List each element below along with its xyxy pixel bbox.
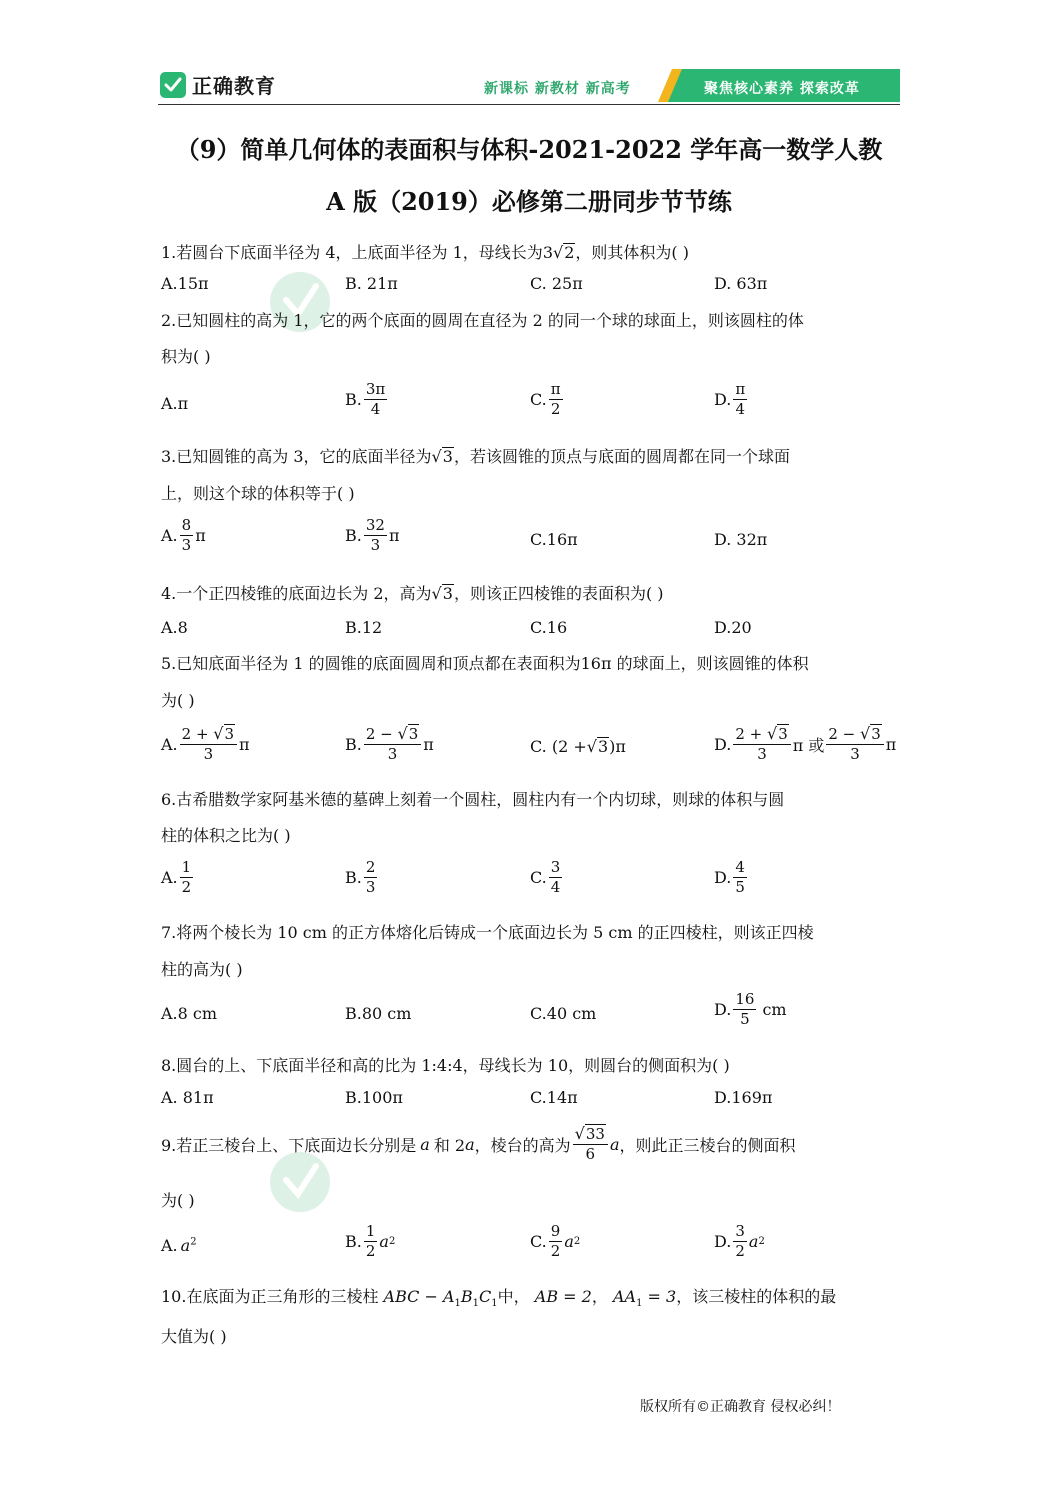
q1-option-d: D. 63π (714, 274, 768, 293)
question-10-line2: 大值为( ) (161, 1327, 227, 1346)
q9-option-a: A. $a^2$ (161, 1236, 197, 1255)
question-10: 10.在底面为正三角形的三棱柱 ABC − $A_1B_1C_1$中， AB = 2， $AA_1 = 3$，该三棱柱的体积的最 (161, 1287, 837, 1310)
question-5-line1: 5.已知底面半径为 1 的圆锥的底面圆周和顶点都在表面积为16π 的球面上，则该圆锥的体积 (161, 654, 809, 673)
q5-option-d: D. 2 + √ 3 3 π 或 2 − √ 3 3 π (714, 724, 897, 763)
q2-option-a: A.π (161, 394, 189, 413)
q9-option-c: C. $\frac{9}{2}$ a 2 (530, 1222, 581, 1260)
q7-option-c: C.40 cm (530, 1004, 597, 1023)
q2-option-b: B. $\frac{3\pi}{4}$ (345, 380, 386, 418)
q9-option-d: D. $\frac{3}{2}$ a 2 (714, 1222, 765, 1260)
brand-logo (160, 70, 276, 99)
q6-option-a: A. $\frac{1}{2}$ (161, 858, 192, 896)
q7-option-a: A.8 cm (161, 1004, 218, 1023)
q6-option-b: B. $\frac{2}{3}$ (345, 858, 376, 896)
slogan-left: 新课标 新教材 新高考 (484, 81, 631, 97)
header-divider (158, 104, 900, 105)
logo-text: 正确教育 (192, 74, 276, 98)
slogan-right: 聚焦核心素养 探索改革 (704, 81, 860, 97)
question-7-line1: 7.将两个棱长为 10 cm 的正方体熔化后铸成一个底面边长为 5 cm 的正四棱柱，则该正四棱 (161, 923, 814, 942)
q7-option-b: B.80 cm (345, 1004, 412, 1023)
q5-option-a: A. 2 + √ 3 3 π (161, 724, 250, 763)
copyright-footer: 版权所有©正确教育 侵权必纠！ (640, 1399, 841, 1415)
question-2-line2: 积为( ) (161, 347, 211, 366)
q5-option-b: B. 2 − √ 3 3 π (345, 724, 434, 763)
question-2-line1: 2.已知圆柱的高为 1，它的两个底面的圆周在直径为 2 的同一个球的球面上，则该圆柱的体 (161, 311, 804, 330)
q4-option-a: A.8 (161, 618, 188, 637)
question-1: 1.若圆台下底面半径为 4，上底面半径为 1，母线长为3 √ 2 ，则其体积为( ) (161, 243, 689, 262)
page-title-line1: （9）简单几何体的表面积与体积-2021-2022 学年高一数学人教 (175, 135, 883, 164)
q2-option-d: D. $\frac{\pi}{4}$ (714, 380, 746, 418)
q4-option-b: B.12 (345, 618, 383, 637)
sqrt: √ 2 (553, 243, 575, 262)
q9-option-b: B. $\frac{1}{2}$ a 2 (345, 1222, 396, 1260)
q8-option-b: B.100π (345, 1088, 403, 1107)
q1-option-b: B. 21π (345, 274, 398, 293)
question-4: 4.一个正四棱锥的底面边长为 2，高为 √ 3 ，则该正四棱锥的表面积为( ) (161, 584, 664, 603)
question-3-line2: 上，则这个球的体积等于( ) (161, 484, 355, 503)
q8-option-d: D.169π (714, 1088, 773, 1107)
q8-option-c: C.14π (530, 1088, 578, 1107)
q8-option-a: A. 81π (161, 1088, 214, 1107)
question-5-line2: 为( ) (161, 691, 195, 710)
check-logo-icon (160, 72, 186, 98)
q6-option-c: C. $\frac{3}{4}$ (530, 858, 561, 896)
q3-option-a: A. $\frac{8}{3}$ π (161, 516, 206, 554)
q7-option-d: D. $\frac{16}{5}$ cm (714, 990, 787, 1028)
q4-option-c: C.16 (530, 618, 568, 637)
q1-option-c: C. 25π (530, 274, 583, 293)
question-9: 9.若正三棱台上、下底面边长分别是 a 和 2 a ，棱台的高为 √ 33 6 a ，则此正三棱台的侧面积 (161, 1124, 796, 1163)
q4-option-d: D.20 (714, 618, 752, 637)
q1-option-a: A.15π (161, 274, 209, 293)
question-6-line1: 6.古希腊数学家阿基米德的墓碑上刻着一个圆柱，圆柱内有一个内切球，则球的体积与圆 (161, 790, 785, 809)
q2-option-c: C. $\frac{\pi}{2}$ (530, 380, 561, 418)
q3-option-d: D. 32π (714, 530, 768, 549)
question-9-line2: 为( ) (161, 1191, 195, 1210)
q3-option-b: B. $\frac{32}{3}$ π (345, 516, 400, 554)
page-header (158, 66, 900, 108)
question-3: 3.已知圆锥的高为 3，它的底面半径为 √ 3 ，若该圆锥的顶点与底面的圆周都在同一个球面 (161, 447, 790, 466)
question-7-line2: 柱的高为( ) (161, 960, 243, 979)
q5-option-c: C. (2 + √ 3 )π (530, 737, 626, 756)
page-title-line2: A 版（2019）必修第二册同步节节练 (326, 187, 732, 216)
question-8: 8.圆台的上、下底面半径和高的比为 1:4:4，母线长为 10，则圆台的侧面积为( ) (161, 1056, 730, 1075)
question-6-line2: 柱的体积之比为( ) (161, 826, 291, 845)
q6-option-d: D. $\frac{4}{5}$ (714, 858, 745, 896)
q3-option-c: C.16π (530, 530, 578, 549)
